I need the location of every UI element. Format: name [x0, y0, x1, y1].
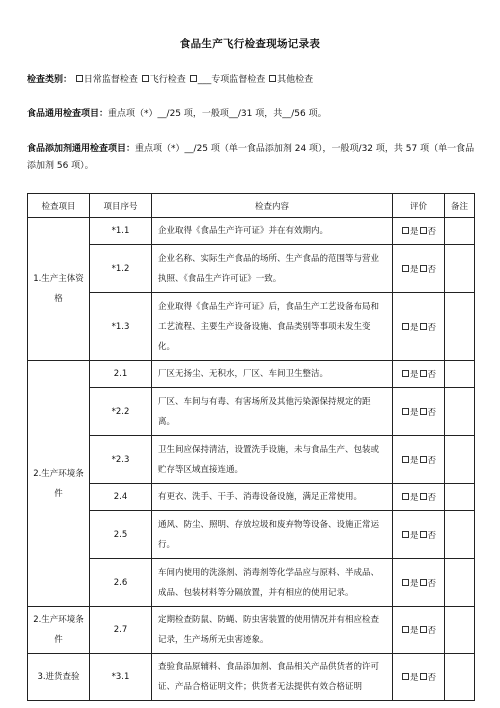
no-label: 否	[427, 626, 437, 636]
inspection-type-label: 检查类别	[27, 75, 64, 85]
remarks-cell[interactable]	[445, 388, 475, 436]
additive-items-label: 食品添加剂通用检查项目	[27, 144, 127, 154]
inspection-content-cell: 卫生间应保持清洁，设置洗手设施，未与食品生产、包装或贮存等区域直接连通。	[152, 436, 393, 484]
checkbox-icon[interactable]	[76, 75, 83, 82]
no-label: 否	[427, 578, 437, 589]
additive-items-line: 食品添加剂通用检查项目：重点项（*）__/25 项（单一食品添加剂 24 项），一般项/32 项，共 57 项（单一食品添加剂 56 项）。	[27, 144, 475, 171]
yes-label: 是	[409, 227, 419, 237]
evaluation-cell	[393, 436, 445, 484]
evaluation-cell	[393, 484, 445, 511]
yes-checkbox-icon[interactable]	[402, 626, 409, 633]
remarks-cell[interactable]	[445, 559, 475, 607]
inspection-content-cell: 车间内使用的洗涤剂、消毒剂等化学品应与原料、半成品、成品、包装材料等分隔放置，并有相应的使用记录。	[152, 559, 393, 607]
remarks-cell[interactable]	[445, 511, 475, 559]
inspection-item-cell: 2.生产环境条件	[28, 361, 90, 607]
checkbox-icon[interactable]	[142, 75, 149, 82]
table-row	[28, 436, 475, 484]
inspection-content-cell: 通风、防尘、照明、存放垃圾和废弃物等设备、设施正常运行。	[152, 511, 393, 559]
yes-label: 是	[409, 673, 419, 683]
additive-items-text: 重点项（*）__/25 项（单一食品添加剂 24 项），一般项/32 项，共 57 项（单一食品添加剂 56 项）。	[27, 144, 475, 171]
inspection-content-cell: 查验食品原辅料、食品添加剂、食品相关产品供货者的许可证、产品合格证明文件；供货者无法提供有效合格证明	[152, 654, 393, 701]
column-header: 检查内容	[152, 194, 393, 218]
evaluation-cell	[393, 218, 445, 245]
inspection-content-cell: 厂区、车间与有毒、有害场所及其他污染源保持规定的距离。	[152, 388, 393, 436]
inspection-content-cell: 厂区无扬尘、无积水，厂区、车间卫生整洁。	[152, 361, 393, 388]
item-seq-cell: *1.2	[90, 245, 152, 293]
yes-label: 是	[409, 322, 419, 333]
general-items-line: 食品通用检查项目：重点项（*）__/25 项，一般项__/31 项，共__/56 项。	[27, 109, 327, 119]
item-seq-cell: 2.5	[90, 511, 152, 559]
evaluation-cell	[393, 654, 445, 701]
no-label: 否	[427, 530, 437, 541]
inspection-item-cell: 3.进货查验	[28, 654, 90, 701]
remarks-cell[interactable]	[445, 607, 475, 654]
no-label: 否	[427, 673, 437, 683]
no-checkbox-icon[interactable]	[420, 626, 427, 633]
yes-checkbox-icon[interactable]	[402, 456, 409, 463]
yes-checkbox-icon[interactable]	[402, 227, 409, 234]
no-label: 否	[427, 370, 437, 380]
no-checkbox-icon[interactable]	[420, 673, 427, 680]
yes-checkbox-icon[interactable]	[402, 493, 409, 500]
table-header-row	[28, 194, 475, 218]
yes-checkbox-icon[interactable]	[402, 408, 409, 415]
yes-checkbox-icon[interactable]	[402, 531, 409, 538]
yes-label: 是	[409, 626, 419, 636]
no-checkbox-icon[interactable]	[420, 370, 427, 377]
table-row	[28, 388, 475, 436]
column-header: 项目序号	[90, 194, 152, 218]
table-row	[28, 559, 475, 607]
remarks-cell[interactable]	[445, 484, 475, 511]
no-checkbox-icon[interactable]	[420, 227, 427, 234]
inspection-type-option: ___专项监督检查	[197, 75, 266, 85]
general-items-text: 重点项（*）__/25 项，一般项__/31 项，共__/56 项。	[108, 109, 327, 119]
evaluation-cell	[393, 607, 445, 654]
inspection-content-cell: 企业名称、实际生产食品的场所、生产食品的范围等与营业执照、《食品生产许可证》一致。	[152, 245, 393, 293]
yes-label: 是	[409, 493, 419, 503]
item-seq-cell: *3.1	[90, 654, 152, 701]
inspection-table	[27, 193, 475, 701]
no-checkbox-icon[interactable]	[420, 456, 427, 463]
inspection-content-cell: 企业取得《食品生产许可证》后，食品生产工艺设备布局和工艺流程、主要生产设备设施、食品类别等事项未发生变化。	[152, 293, 393, 361]
inspection-content-cell: 有更衣、洗手、干手、消毒设备设施，满足正常使用。	[152, 484, 393, 511]
remarks-cell[interactable]	[445, 436, 475, 484]
item-seq-cell: *2.2	[90, 388, 152, 436]
table-row	[28, 245, 475, 293]
evaluation-cell	[393, 511, 445, 559]
checkbox-icon[interactable]	[190, 75, 197, 82]
table-row	[28, 654, 475, 701]
remarks-cell[interactable]	[445, 293, 475, 361]
yes-label: 是	[409, 370, 419, 380]
evaluation-cell	[393, 361, 445, 388]
item-seq-cell: 2.6	[90, 559, 152, 607]
no-checkbox-icon[interactable]	[420, 531, 427, 538]
evaluation-cell	[393, 559, 445, 607]
item-seq-cell: 2.1	[90, 361, 152, 388]
inspection-type-option: 日常监督检查	[83, 75, 138, 85]
table-row	[28, 361, 475, 388]
remarks-cell[interactable]	[445, 218, 475, 245]
no-label: 否	[427, 455, 437, 466]
table-row	[28, 607, 475, 654]
remarks-cell[interactable]	[445, 245, 475, 293]
no-label: 否	[427, 407, 437, 418]
item-seq-cell: 2.4	[90, 484, 152, 511]
item-seq-cell: *1.1	[90, 218, 152, 245]
evaluation-cell	[393, 245, 445, 293]
no-checkbox-icon[interactable]	[420, 579, 427, 586]
remarks-cell[interactable]	[445, 361, 475, 388]
inspection-type-line: 检查类别： 日常监督检查 飞行检查 ___专项监督检查 其他检查	[27, 75, 314, 85]
column-header: 检查项目	[28, 194, 90, 218]
yes-checkbox-icon[interactable]	[402, 673, 409, 680]
page-title: 食品生产飞行检查现场记录表	[179, 38, 321, 50]
no-label: 否	[427, 322, 437, 333]
table-row	[28, 511, 475, 559]
yes-label: 是	[409, 530, 419, 541]
column-header: 评价	[393, 194, 445, 218]
yes-label: 是	[409, 455, 419, 466]
general-items-label: 食品通用检查项目	[27, 109, 100, 119]
item-seq-cell: 2.7	[90, 607, 152, 654]
table-row	[28, 218, 475, 245]
no-label: 否	[427, 227, 437, 237]
remarks-cell[interactable]	[445, 654, 475, 701]
yes-checkbox-icon[interactable]	[402, 579, 409, 586]
inspection-content-cell: 企业取得《食品生产许可证》并在有效期内。	[152, 218, 393, 245]
yes-label: 是	[409, 407, 419, 418]
inspection-item-cell: 1.生产主体资格	[28, 218, 90, 361]
yes-label: 是	[409, 264, 419, 275]
no-label: 否	[427, 493, 437, 503]
yes-checkbox-icon[interactable]	[402, 370, 409, 377]
inspection-type-option: 飞行检查	[149, 75, 186, 85]
evaluation-cell	[393, 293, 445, 361]
no-label: 否	[427, 264, 437, 275]
table-row	[28, 484, 475, 511]
no-checkbox-icon[interactable]	[420, 493, 427, 500]
evaluation-cell	[393, 388, 445, 436]
item-seq-cell: *1.3	[90, 293, 152, 361]
item-seq-cell: *2.3	[90, 436, 152, 484]
no-checkbox-icon[interactable]	[420, 408, 427, 415]
checkbox-icon[interactable]	[269, 75, 276, 82]
inspection-type-option: 其他检查	[277, 75, 314, 85]
yes-checkbox-icon[interactable]	[402, 323, 409, 330]
inspection-item-cell: 2.生产环境条件	[28, 607, 90, 654]
inspection-content-cell: 定期检查防鼠、防蝇、防虫害装置的使用情况并有相应检查记录，生产场所无虫害迹象。	[152, 607, 393, 654]
no-checkbox-icon[interactable]	[420, 323, 427, 330]
yes-checkbox-icon[interactable]	[402, 265, 409, 272]
column-header: 备注	[445, 194, 475, 218]
no-checkbox-icon[interactable]	[420, 265, 427, 272]
yes-label: 是	[409, 578, 419, 589]
table-row	[28, 293, 475, 361]
